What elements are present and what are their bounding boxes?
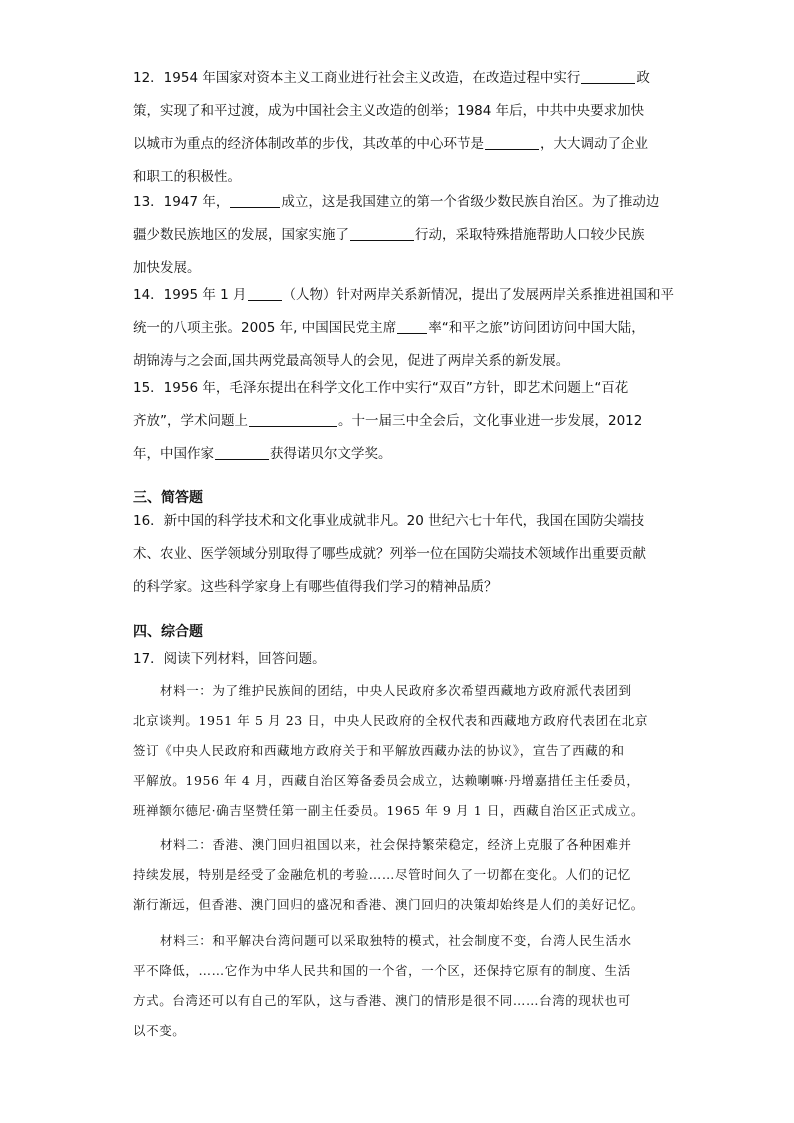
material-line: 平不降低，……它作为中华人民共和国的一个省，一个区，还保持它原有的制度、生活 (133, 963, 631, 978)
answer-blank[interactable] (350, 227, 414, 242)
material-line: 方式。台湾还可以有自己的军队，这与香港、澳门的情形是很不同……台湾的现状也可 (133, 993, 631, 1008)
answer-blank[interactable] (581, 70, 635, 85)
material-line: 持续发展，特别是经受了金融危机的考验……尽管时间久了一切都在变化。人们的记忆 (133, 867, 631, 882)
question-17 (133, 643, 663, 676)
answer-blank[interactable] (249, 413, 337, 428)
material-line: 签订《中央人民政府和西藏地方政府关于和平解放西藏办法的协议》，宣告了西藏的和 (133, 743, 625, 758)
material-line: 以不变。 (133, 1023, 186, 1038)
question-16-line-3: 的科学家。这些科学家身上有哪些值得我们学习的精神品质？ (133, 579, 498, 595)
question-15-line-3: 年，中国作家 获得诺贝尔文学奖。 (133, 446, 392, 462)
question-15-line-2: 齐放”，学术问题上 。十一届三中全会后，文化事业进一步发展，2012 (133, 413, 643, 429)
question-14-line-2: 统一的八项主张。2005 年, 中国国民党主席 率“和平之旅”访问团访问中国大陆， (133, 320, 645, 336)
answer-blank[interactable] (230, 194, 280, 209)
question-12-line-2: 策，实现了和平过渡，成为中国社会主义改造的创举；1984 年后，中共中央要求加快 (133, 103, 645, 119)
answer-blank[interactable] (397, 320, 427, 335)
material-line: 材料三：和平解决台湾问题可以采取独特的模式，社会制度不变，台湾人民生活水 (160, 933, 632, 948)
answer-blank[interactable] (248, 287, 282, 302)
question-16 (133, 505, 663, 604)
material-line: 材料二：香港、澳门回归祖国以来，社会保持繁荣稳定，经济上克服了各种困难并 (160, 837, 632, 852)
material-2 (133, 830, 663, 920)
material-line: 平解放。1956 年 4 月，西藏自治区筹备委员会成立，达赖喇嘛·丹增嘉措任主任委员， (133, 773, 640, 788)
question-15 (133, 372, 663, 471)
material-3 (133, 926, 663, 1046)
answer-blank[interactable] (485, 136, 539, 151)
question-17-intro: 17．阅读下列材料，回答问题。 (133, 651, 326, 667)
question-13-line-1: 13．1947 年， 成立，这是我国建立的第一个省级少数民族自治区。为了推动边 (133, 194, 660, 210)
question-13-line-2: 疆少数民族地区的发展，国家实施了 行动，采取特殊措施帮助人口较少民族 (133, 227, 645, 243)
question-14-line-1: 14．1995 年 1 月 （人物）针对两岸关系新情况，提出了发展两岸关系推进祖国和平 (133, 287, 674, 303)
material-line: 渐行渐远，但香港、澳门回归的盛况和香港、澳门回归的决策却始终是人们的美好记忆。 (133, 897, 644, 912)
question-14-line-3: 胡锦涛与之会面,国共两党最高领导人的会见，促进了两岸关系的新发展。 (133, 353, 570, 369)
question-12-line-3: 以城市为重点的经济体制改革的步伐，其改革的中心环节是 ，大大调动了企业 (133, 136, 648, 152)
question-13 (133, 186, 663, 285)
material-1 (133, 676, 663, 826)
question-14 (133, 279, 674, 378)
material-line: 材料一：为了维护民族间的团结，中央人民政府多次希望西藏地方政府派代表团到 (160, 683, 632, 698)
material-line: 班禅额尔德尼·确吉坚赞任第一副主任委员。1965 年 9 月 1 日，西藏自治区正式成立。 (133, 803, 645, 818)
section-title: 三、简答题 (133, 490, 203, 506)
answer-blank[interactable] (215, 446, 269, 461)
question-15-line-1: 15．1956 年，毛泽东提出在科学文化工作中实行“双百”方针，即艺术问题上“百花 (133, 380, 629, 396)
question-13-line-3: 加快发展。 (133, 260, 201, 276)
question-12-line-4: 和职工的积极性。 (133, 169, 241, 185)
question-12-line-1: 12．1954 年国家对资本主义工商业进行社会主义改造，在改造过程中实行 政 (133, 70, 650, 86)
section-title: 四、综合题 (133, 624, 203, 640)
question-12 (133, 62, 663, 194)
material-line: 北京谈判。1951 年 5 月 23 日，中央人民政府的全权代表和西藏地方政府代表团在北京 (133, 713, 649, 728)
question-16-line-1: 16．新中国的科学技术和文化事业成就非凡。20 世纪六七十年代，我国在国防尖端技 (133, 513, 645, 529)
question-16-line-2: 术、农业、医学领域分别取得了哪些成就？列举一位在国防尖端技术领域作出重要贡献 (133, 546, 646, 562)
